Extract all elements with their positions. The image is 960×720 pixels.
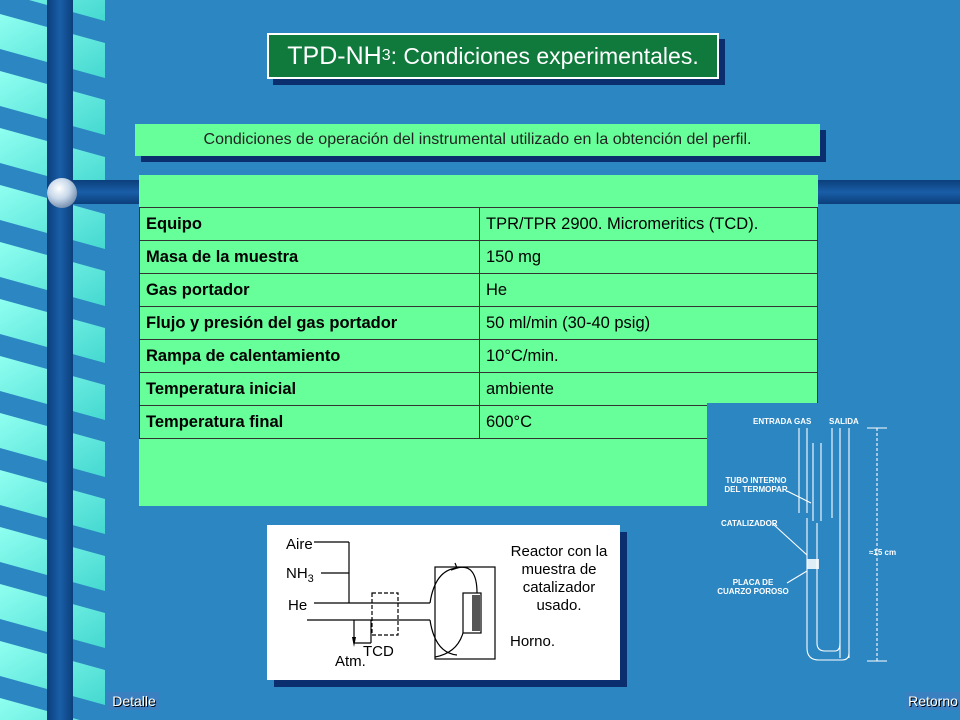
placa-line1: PLACA DE: [732, 578, 774, 587]
he-label: He: [288, 597, 308, 614]
param-value: He: [480, 274, 818, 307]
table-row: [140, 208, 818, 241]
aire-label: Aire: [286, 536, 313, 553]
param-label: Temperatura final: [140, 406, 480, 439]
entrada-gas-label: ENTRADA GAS: [753, 417, 812, 426]
atm-label: Atm.: [335, 653, 366, 670]
reactor-drawing: [707, 403, 915, 669]
param-label: Temperatura inicial: [140, 373, 480, 406]
param-value: ambiente: [480, 373, 818, 406]
nh3-text: NH: [286, 565, 308, 582]
catalizador-label: CATALIZADOR: [721, 519, 778, 528]
retorno-button[interactable]: [906, 692, 960, 710]
param-value: 150 mg: [480, 241, 818, 274]
reactor-diagram: [707, 403, 915, 669]
param-label: Masa de la muestra: [140, 241, 480, 274]
flow-diagram: [267, 525, 620, 680]
page-title: [267, 33, 719, 79]
placa-line2: CUARZO POROSO: [717, 587, 789, 596]
param-value: 600°C: [480, 406, 818, 439]
title-rest: : Condiciones experimentales.: [390, 42, 699, 69]
param-value: 50 ml/min (30-40 psig): [480, 307, 818, 340]
param-label: Rampa de calentamiento: [140, 340, 480, 373]
reactor-label-line3: catalizador: [522, 579, 596, 596]
reactor-label-line1: Reactor con la: [510, 543, 608, 560]
horno-label: Horno.: [510, 633, 556, 650]
table-row: [140, 340, 818, 373]
table-row: [140, 241, 818, 274]
length-label: ≈15 cm: [869, 548, 897, 557]
placa-label: [715, 578, 791, 596]
nh3-subscript: 3: [307, 573, 314, 585]
subtitle-banner: [135, 124, 820, 156]
tubo-interno-line2: DEL TERMOPAR: [724, 485, 788, 494]
tcd-label: TCD: [363, 643, 394, 660]
table-row: [140, 274, 818, 307]
param-label: Equipo: [140, 208, 480, 241]
param-value: TPR/TPR 2900. Micromeritics (TCD).: [480, 208, 818, 241]
retorno-label: Retorno: [908, 693, 958, 709]
subtitle-text: Condiciones de operación del instrumental utilizado en la obtención del perfil.: [203, 131, 752, 148]
reactor-label-line4: usado.: [536, 597, 582, 614]
detalle-button[interactable]: [108, 692, 160, 710]
reactor-label-line2: muestra de: [521, 561, 597, 578]
salida-label: SALIDA: [829, 417, 859, 426]
param-value: 10°C/min.: [480, 340, 818, 373]
title-main: TPD-NH: [287, 41, 382, 70]
param-label: Flujo y presión del gas portador: [140, 307, 480, 340]
reactor-label: [499, 543, 619, 615]
nh3-label: [286, 565, 314, 585]
tubo-interno-line1: TUBO INTERNO: [725, 476, 787, 485]
table-row: [140, 373, 818, 406]
param-label: Gas portador: [140, 274, 480, 307]
detalle-label: Detalle: [112, 693, 156, 709]
table-row: [140, 307, 818, 340]
title-subscript: 3: [381, 47, 391, 64]
tubo-interno-label: [721, 476, 791, 494]
